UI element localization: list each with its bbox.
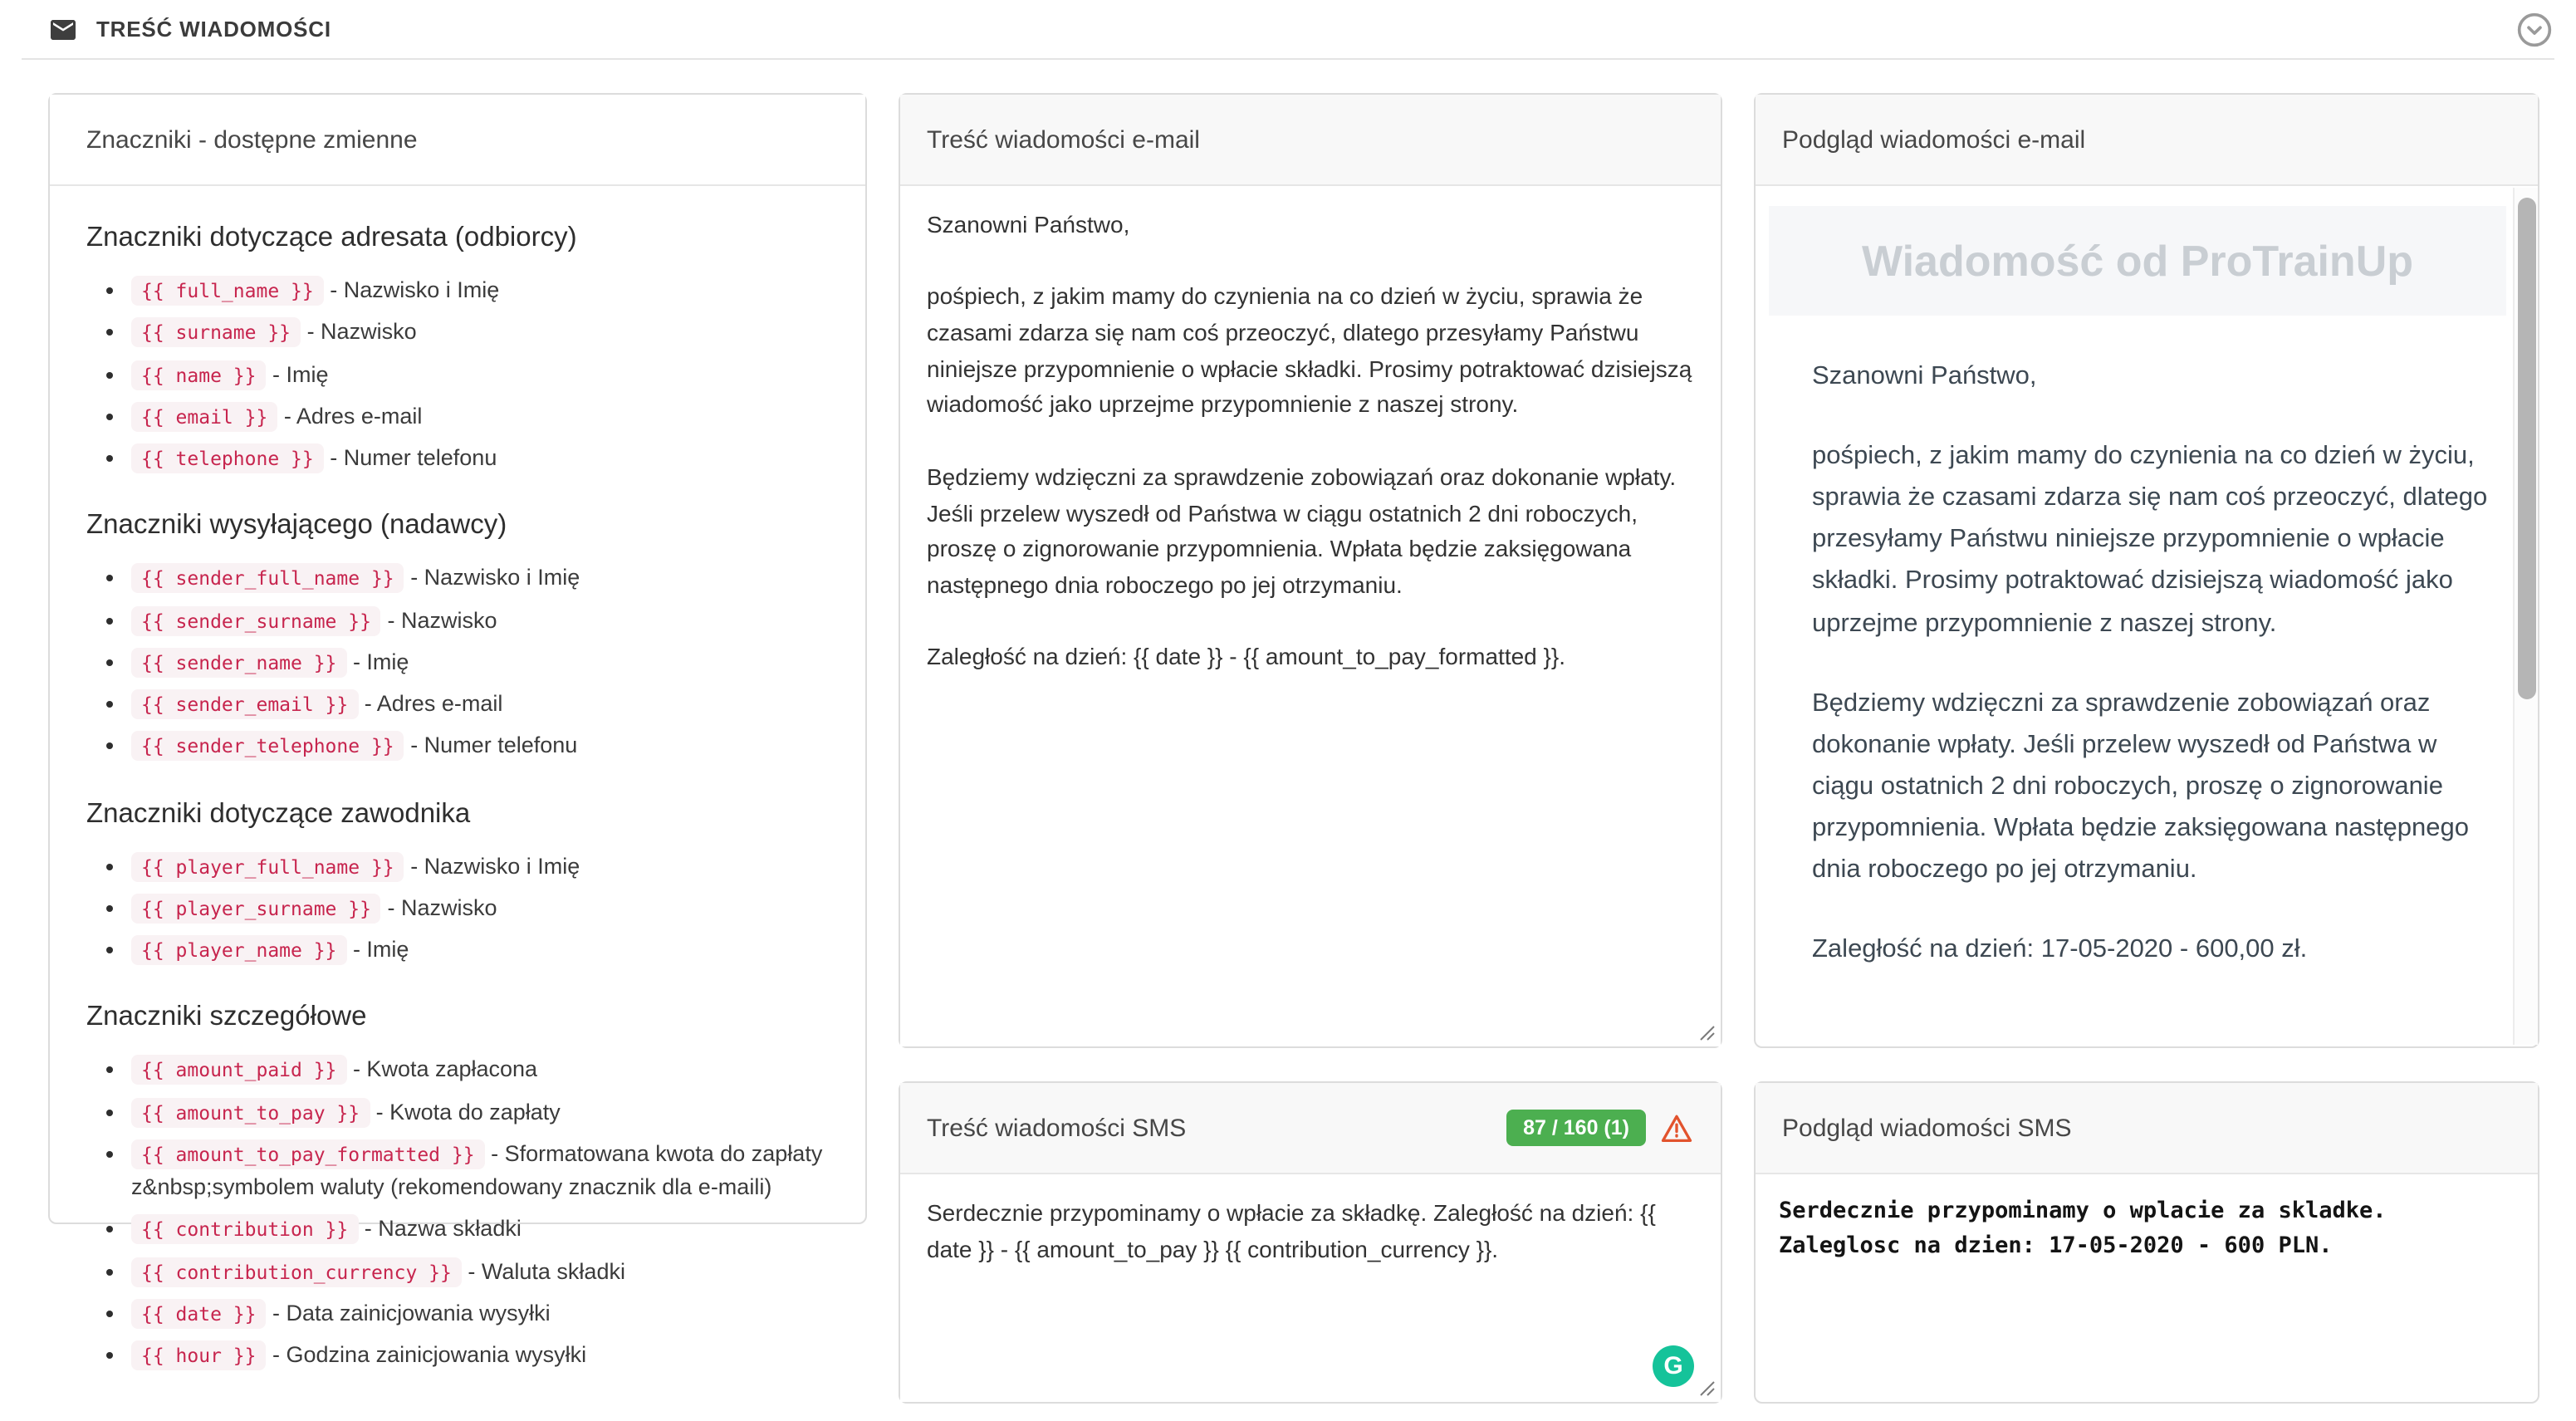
tag-code: {{ sender_surname }} (131, 605, 381, 635)
email-preview-paragraph: Zaległość na dzień: 17-05-2020 - 600,00 zł. (1812, 935, 2308, 964)
tags-panel-body (50, 186, 865, 1421)
tag-item (131, 850, 829, 884)
tag-code: {{ player_name }} (131, 935, 346, 965)
tag-item (131, 442, 829, 476)
preview-scrollbar[interactable] (2513, 188, 2538, 1045)
tag-item (131, 562, 829, 596)
sms-preview-header (1756, 1083, 2538, 1174)
tag-description: - Adres e-mail (283, 403, 423, 429)
tag-code: {{ sender_full_name }} (131, 564, 404, 594)
tags-section-heading-sender: Znaczniki wysyłającego (nadawcy) (86, 510, 507, 541)
tag-item (131, 933, 829, 968)
mail-icon (48, 14, 78, 44)
sms-preview-panel (1754, 1081, 2539, 1404)
tag-description: - Nazwisko i Imię (410, 853, 580, 878)
section-header (0, 0, 2576, 58)
tag-code: {{ player_full_name }} (131, 851, 404, 881)
tag-description: - Imię (352, 937, 409, 962)
email-preview-text (1769, 316, 2513, 971)
sms-preview-title: Podgląd wiadomości SMS (1782, 1114, 2072, 1142)
tags-section-heading-recipient: Znaczniki dotyczące adresata (odbiorcy) (86, 223, 577, 252)
grammarly-icon[interactable]: G (1653, 1345, 1694, 1387)
tags-panel-header (50, 95, 865, 186)
tag-item (131, 1095, 829, 1129)
tag-description: - Data zainicjowania wysyłki (272, 1300, 551, 1325)
email-preview-title: Podgląd wiadomości e-mail (1782, 125, 2086, 154)
tags-section-heading-player: Znaczniki dotyczące zawodnika (86, 798, 471, 828)
tag-code: {{ hour }} (131, 1340, 267, 1370)
tag-item (131, 1138, 829, 1205)
previews-column (1754, 93, 2539, 1404)
tag-code: {{ full_name }} (131, 276, 324, 306)
tag-item (131, 1339, 829, 1373)
warning-icon (1659, 1110, 1694, 1145)
tag-description: - Kwota zapłacona (352, 1056, 538, 1082)
tag-item (131, 1213, 829, 1247)
tags-section-heading-details: Znaczniki szczegółowe (86, 1002, 367, 1032)
tag-code: {{ sender_telephone }} (131, 732, 404, 762)
tag-description: - Sformatowana kwota do zapłaty z&nbsp;symbolem waluty (rekomendowany znacznik dla e-maili) (131, 1140, 823, 1199)
tag-item (131, 892, 829, 926)
tag-code: {{ telephone }} (131, 443, 324, 473)
email-preview-paragraph: Szanowni Państwo, (1812, 362, 2037, 390)
email-preview-body (1756, 186, 2538, 1046)
sms-editor-title: Treść wiadomości SMS (927, 1114, 1187, 1142)
tag-code: {{ amount_paid }} (131, 1056, 346, 1085)
tags-panel-title: Znaczniki - dostępne zmienne (86, 125, 418, 154)
tag-item (131, 1297, 829, 1331)
tag-code: {{ surname }} (131, 318, 301, 348)
sms-editor-body (900, 1174, 1721, 1402)
tag-description: - Nazwisko i Imię (330, 277, 500, 302)
tag-item (131, 730, 829, 764)
tag-description: - Waluta składki (468, 1258, 625, 1283)
tag-description: - Adres e-mail (364, 691, 503, 716)
tag-code: {{ contribution_currency }} (131, 1257, 462, 1286)
email-editor-panel (899, 93, 1722, 1048)
sms-content-textarea[interactable] (900, 1174, 1721, 1402)
tag-description: - Imię (352, 649, 409, 674)
tags-list-recipient (86, 274, 829, 476)
tag-description: - Kwota do zapłaty (375, 1099, 561, 1124)
sms-editor-panel (899, 1081, 1722, 1404)
content-area (0, 60, 2576, 1404)
tag-item (131, 274, 829, 308)
tag-code: {{ amount_to_pay }} (131, 1097, 370, 1127)
tag-description: - Godzina zainicjowania wysyłki (272, 1342, 587, 1367)
tag-code: {{ contribution }} (131, 1215, 358, 1245)
tag-item (131, 646, 829, 680)
email-preview-header (1756, 95, 2538, 186)
tag-item (131, 400, 829, 434)
email-editor-title: Treść wiadomości e-mail (927, 125, 1200, 154)
tag-code: {{ email }} (131, 402, 277, 432)
tag-code: {{ name }} (131, 360, 267, 390)
page-title: TREŚĆ WIADOMOŚCI (96, 17, 331, 42)
tag-code: {{ player_surname }} (131, 894, 381, 924)
scrollbar-thumb[interactable] (2518, 198, 2536, 699)
sms-char-counter-badge: 87 / 160 (1) (1506, 1110, 1646, 1147)
email-preview-paragraph: pośpiech, z jakim mamy do czynienia na co dzień w życiu, sprawia że czasami zdarza się nam coś przeoczyć, dlatego przesyłamy Państwu niniejsze przypomnienie o wpłacie składki. Prosimy potraktować dzisiejszą wiadomość jako uprzejme przypomnienie z naszej strony. (1812, 442, 2488, 638)
tag-item (131, 358, 829, 392)
tag-code: {{ sender_name }} (131, 648, 346, 678)
email-preview-panel (1754, 93, 2539, 1048)
sms-editor-header (900, 1083, 1721, 1174)
email-preview-content (1756, 186, 2513, 1046)
tag-code: {{ date }} (131, 1299, 267, 1329)
tag-item (131, 1255, 829, 1289)
tag-description: - Nazwisko (306, 319, 417, 345)
tag-code: {{ sender_email }} (131, 689, 358, 719)
editors-column (899, 93, 1722, 1404)
tag-item (131, 604, 829, 638)
tag-description: - Nazwisko i Imię (410, 565, 580, 590)
tag-code: {{ amount_to_pay_formatted }} (131, 1139, 485, 1169)
tag-description: - Numer telefonu (410, 733, 578, 758)
tag-item (131, 316, 829, 350)
tag-item (131, 1054, 829, 1088)
email-preview-banner: Wiadomość od ProTrainUp (1769, 206, 2506, 316)
sms-preview-text: Serdecznie przypominamy o wplacie za skladke. Zaleglosc na dzien: 17-05-2020 - 600 PLN. (1779, 1198, 2400, 1259)
tag-description: - Nazwisko (387, 607, 497, 632)
tags-panel (48, 93, 867, 1367)
tags-list-sender (86, 562, 829, 764)
email-editor-body (900, 186, 1721, 1046)
email-preview-paragraph: Będziemy wdzięczni za sprawdzenie zobowiązań oraz dokonanie wpłaty. Jeśli przelew wyszedł od Państwa w ciągu ostatnich 2 dni roboczych, proszę o zignorowanie przypomnienia. Wpłata będzie zaksięgowana następnego dnia roboczego po jej otrzymaniu. (1812, 688, 2469, 884)
tag-description: - Nazwa składki (364, 1216, 522, 1242)
tag-description: - Nazwisko (387, 894, 497, 920)
tag-description: - Numer telefonu (330, 445, 497, 470)
tags-list-player (86, 850, 829, 968)
collapse-section-button[interactable] (2516, 11, 2553, 47)
tag-description: - Imię (272, 361, 329, 386)
email-content-textarea[interactable] (900, 186, 1721, 1046)
tag-item (131, 688, 829, 722)
email-editor-header (900, 95, 1721, 186)
tags-list-details (86, 1054, 829, 1373)
